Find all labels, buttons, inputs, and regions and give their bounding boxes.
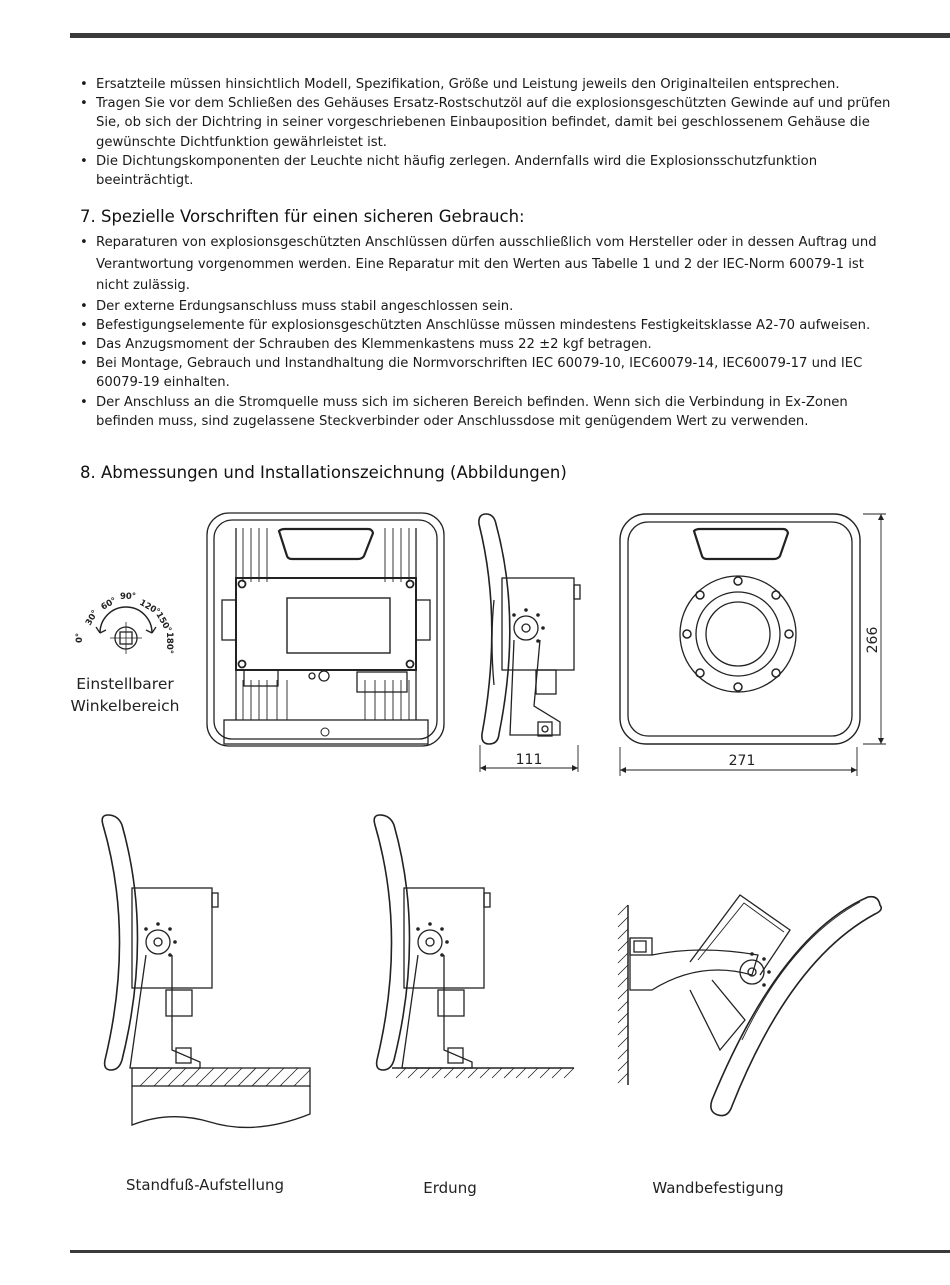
list-item: • Tragen Sie vor dem Schließen des Gehäuses Ersatz-Rostschutzöl auf die explosionsgeschützten Gewinde auf und prüfen Sie, ob sich der Dichtring in seiner vorgeschriebenen Einbauposition befindet, damit bei geschlossenem Gehäuse die gewünschte Dichtfunktion gewährleistet ist. [78,94,893,152]
rear-view-drawing [207,513,444,746]
caption-stand: Standfuß-Aufstellung [125,1176,285,1194]
list-item: • Befestigungselemente für explosionsgeschützten Anschlüsse müssen mindestens Festigkeitsklasse A2-70 aufweisen. [78,316,893,335]
angle-caption-line1: Einstellbarer [76,675,174,693]
dim-height: 266 [865,626,881,654]
stand-installation-drawing [102,815,310,1127]
list-item: • Der externe Erdungsanschluss muss stabil angeschlossen sein. [78,297,893,316]
side-view-drawing [479,514,580,772]
list-item: • Das Anzugsmoment der Schrauben des Klemmenkastens muss 22 ±2 kgf betragen. [78,335,893,354]
angle-label-0: 0° [75,632,85,643]
list-item: • Reparaturen von explosionsgeschützten Anschlüssen dürfen ausschließlich vom Hersteller oder in dessen Auftrag und Verantwortung vorgenommen werden. Eine Reparatur mit den Werten aus Tabelle 1 und 2 der IEC-Norm 60079-1 ist nicht zulässig. [78,232,893,297]
angle-label-150: 150° [153,610,174,635]
front-view-drawing [620,514,886,776]
caption-ground: Erdung [423,1179,477,1197]
angle-label-180: 180° [164,632,174,654]
dim-side-depth: 111 [515,752,543,768]
angle-caption-line2: Winkelbereich [70,697,180,715]
list-item: • Die Dichtungskomponenten der Leuchte nicht häufig zerlegen. Andernfalls wird die Explosionsschutzfunktion beeinträchtigt. [78,152,893,190]
section-8-heading: 8. Abmessungen und Installationszeichnung (Abbildungen) [80,463,567,482]
list-item: • Ersatzteile müssen hinsichtlich Modell, Spezifikation, Größe und Leistung jeweils den Originalteilen entsprechen. [78,75,893,94]
list-item: • Bei Montage, Gebrauch und Instandhaltung die Normvorschriften IEC 60079-10, IEC60079-14, IEC60079-17 und IEC 60079-19 einhalten. [78,354,893,392]
dim-width: 271 [728,753,756,769]
angle-range-indicator [71,592,180,715]
angle-label-90: 90° [120,592,137,602]
angle-label-120: 120° [137,597,162,618]
angle-label-60: 60° [99,595,119,613]
angle-label-30: 30° [83,608,101,628]
caption-wall: Wandbefestigung [652,1179,784,1197]
section-7-heading: 7. Spezielle Vorschriften für einen sicheren Gebrauch: [80,207,525,226]
bottom-rule [70,1250,950,1253]
wall-mount-drawing [618,895,881,1116]
grounding-drawing [374,815,574,1078]
list-item: • Der Anschluss an die Stromquelle muss sich im sicheren Bereich befinden. Wenn sich die Verbindung in Ex-Zonen befinden muss, sind zugelassene Steckverbinder oder Anschlussdose mit genügendem Wert zu verwenden. [78,393,893,431]
